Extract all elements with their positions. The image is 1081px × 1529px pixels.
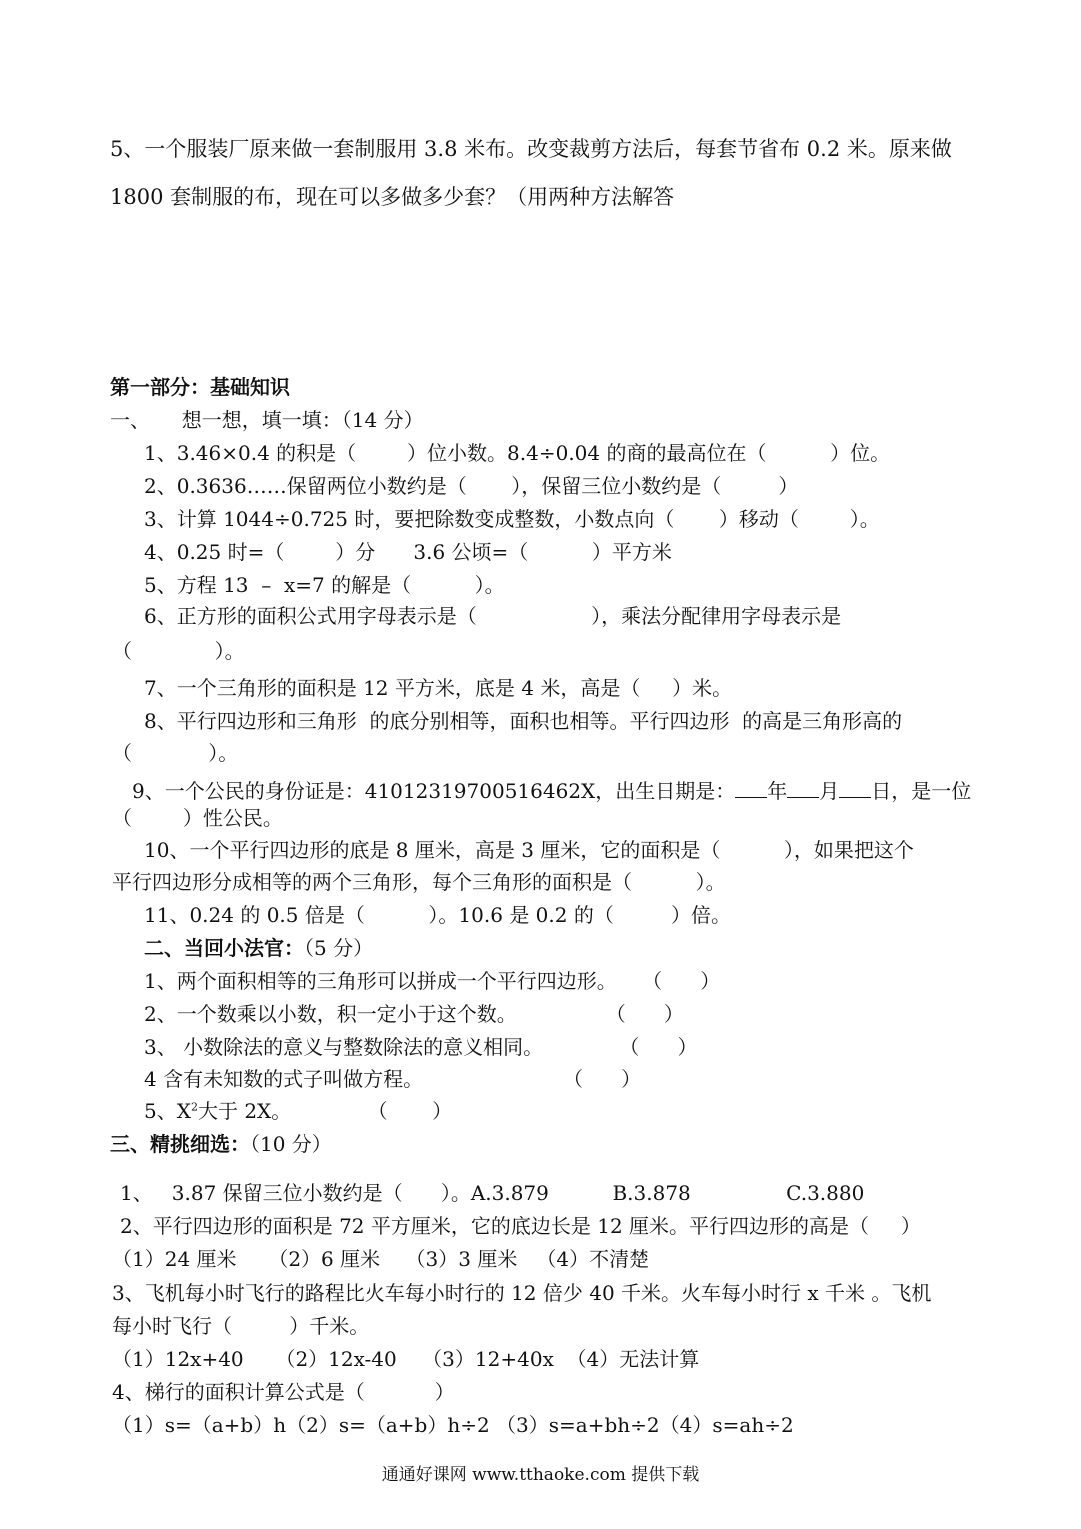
s1-item-7: 7、一个三角形的面积是 12 平方米，底是 4 米，高是（ ）米。 xyxy=(144,676,733,700)
s1-item-6: 6、正方形的面积公式用字母表示是（ ），乘法分配律用字母表示是 xyxy=(144,604,842,628)
s3-item-4-options: （1）s=（a+b）h（2）s=（a+b）h÷2 （3）s=a+bh÷2（4）s=ah÷2 xyxy=(112,1413,794,1437)
q9-month: 月 xyxy=(819,779,840,803)
footer: 通通好课网 www.tthaoke.com 提供下载 xyxy=(381,1465,700,1485)
s1-item-4: 4、0.25 时=（ ）分 3.6 公顷=（ ）平方米 xyxy=(144,540,672,564)
s3-item-2: 2、平行四边形的面积是 72 平方厘米，它的底边长是 12 厘米。平行四边形的高是（ ） xyxy=(120,1214,921,1238)
s1-item-9-cont: （ ）性公民。 xyxy=(112,806,283,830)
s3-item-2-options: （1）24 厘米 （2）6 厘米 （3）3 厘米 （4）不清楚 xyxy=(112,1247,650,1271)
section2-heading-line xyxy=(144,935,373,961)
s2-item-5-a: 5、X xyxy=(144,1099,191,1123)
s3-item-1: 1、 3.87 保留三位小数约是（ ）。A.3.879 B.3.878 C.3.880 xyxy=(120,1181,865,1205)
s2-item-5-sup: 2 xyxy=(190,1100,198,1114)
s1-item-8-cont: （ ）。 xyxy=(112,741,239,765)
part1-title: 第一部分：基础知识 xyxy=(110,375,290,399)
section2-score: （5 分） xyxy=(304,936,374,960)
s2-item-1: 1、两个面积相等的三角形可以拼成一个平行四边形。 （ ） xyxy=(144,969,721,993)
s1-item-10: 10、一个平行四边形的底是 8 厘米，高是 3 厘米，它的面积是（ ），如果把这个 xyxy=(144,838,914,862)
q9-day: 日，是一位 xyxy=(871,779,972,803)
s2-item-3: 3、 小数除法的意义与整数除法的意义相同。 （ ） xyxy=(144,1035,698,1059)
s3-item-3-cont: 每小时飞行（ ）千米。 xyxy=(112,1314,370,1338)
s1-item-9 xyxy=(132,778,971,804)
q9-text: 9、一个公民的身份证是：41012319700516462X，出生日期是： xyxy=(132,779,736,803)
day-blank xyxy=(839,779,871,798)
section3-heading-line xyxy=(110,1131,332,1157)
s1-item-11: 11、0.24 的 0.5 倍是（ ）。10.6 是 0.2 的（ ）倍。 xyxy=(144,903,732,927)
s3-item-4: 4、梯行的面积计算公式是（ ） xyxy=(112,1380,455,1404)
section2-heading: 二、当回小法官： xyxy=(144,936,304,960)
q9-year: 年 xyxy=(767,779,788,803)
s1-item-3: 3、计算 1044÷0.725 时，要把除数变成整数，小数点向（ ）移动（ ）。 xyxy=(144,507,880,531)
s1-item-5: 5、方程 13 – x=7 的解是（ ）。 xyxy=(144,573,505,597)
section3-score: （10 分） xyxy=(250,1132,332,1156)
s2-item-5-b: 大于 2X。 （ ） xyxy=(197,1099,453,1123)
year-blank xyxy=(735,779,767,798)
s1-item-2: 2、0.3636……保留两位小数约是（ ），保留三位小数约是（ ） xyxy=(144,474,799,498)
s1-item-8: 8、平行四边形和三角形 的底分别相等，面积也相等。平行四边形 的高是三角形高的 xyxy=(144,709,903,733)
s1-item-10-cont: 平行四边形分成相等的两个三角形，每个三角形的面积是（ ）。 xyxy=(112,870,726,894)
month-blank xyxy=(787,779,819,798)
s1-item-6-cont: （ ）。 xyxy=(112,639,245,663)
q5-line1: 5、一个服装厂原来做一套制服用 3.8 米布。改变裁剪方法后，每套节省布 0.2 米。原来做 xyxy=(110,137,952,161)
s3-item-3-options: （1）12x+40 （2）12x-40 （3）12+40x （4）无法计算 xyxy=(112,1347,700,1371)
s2-item-5 xyxy=(144,1098,452,1124)
s1-item-1: 1、3.46×0.4 的积是（ ）位小数。8.4÷0.04 的商的最高位在（ ）位。 xyxy=(144,441,891,465)
q5-line2: 1800 套制服的布，现在可以多做多少套？（用两种方法解答 xyxy=(110,185,675,209)
s3-item-3: 3、飞机每小时飞行的路程比火车每小时行的 12 倍少 40 千米。火车每小时行 x 千米 。飞机 xyxy=(112,1281,932,1305)
section3-heading: 三、精挑细选： xyxy=(110,1132,250,1156)
s2-item-4: 4 含有未知数的式子叫做方程。 （ ） xyxy=(144,1067,642,1091)
s2-item-2: 2、一个数乘以小数，积一定小于这个数。 （ ） xyxy=(144,1002,684,1026)
section1-heading: 一、 想一想，填一填：（14 分） xyxy=(110,408,424,432)
